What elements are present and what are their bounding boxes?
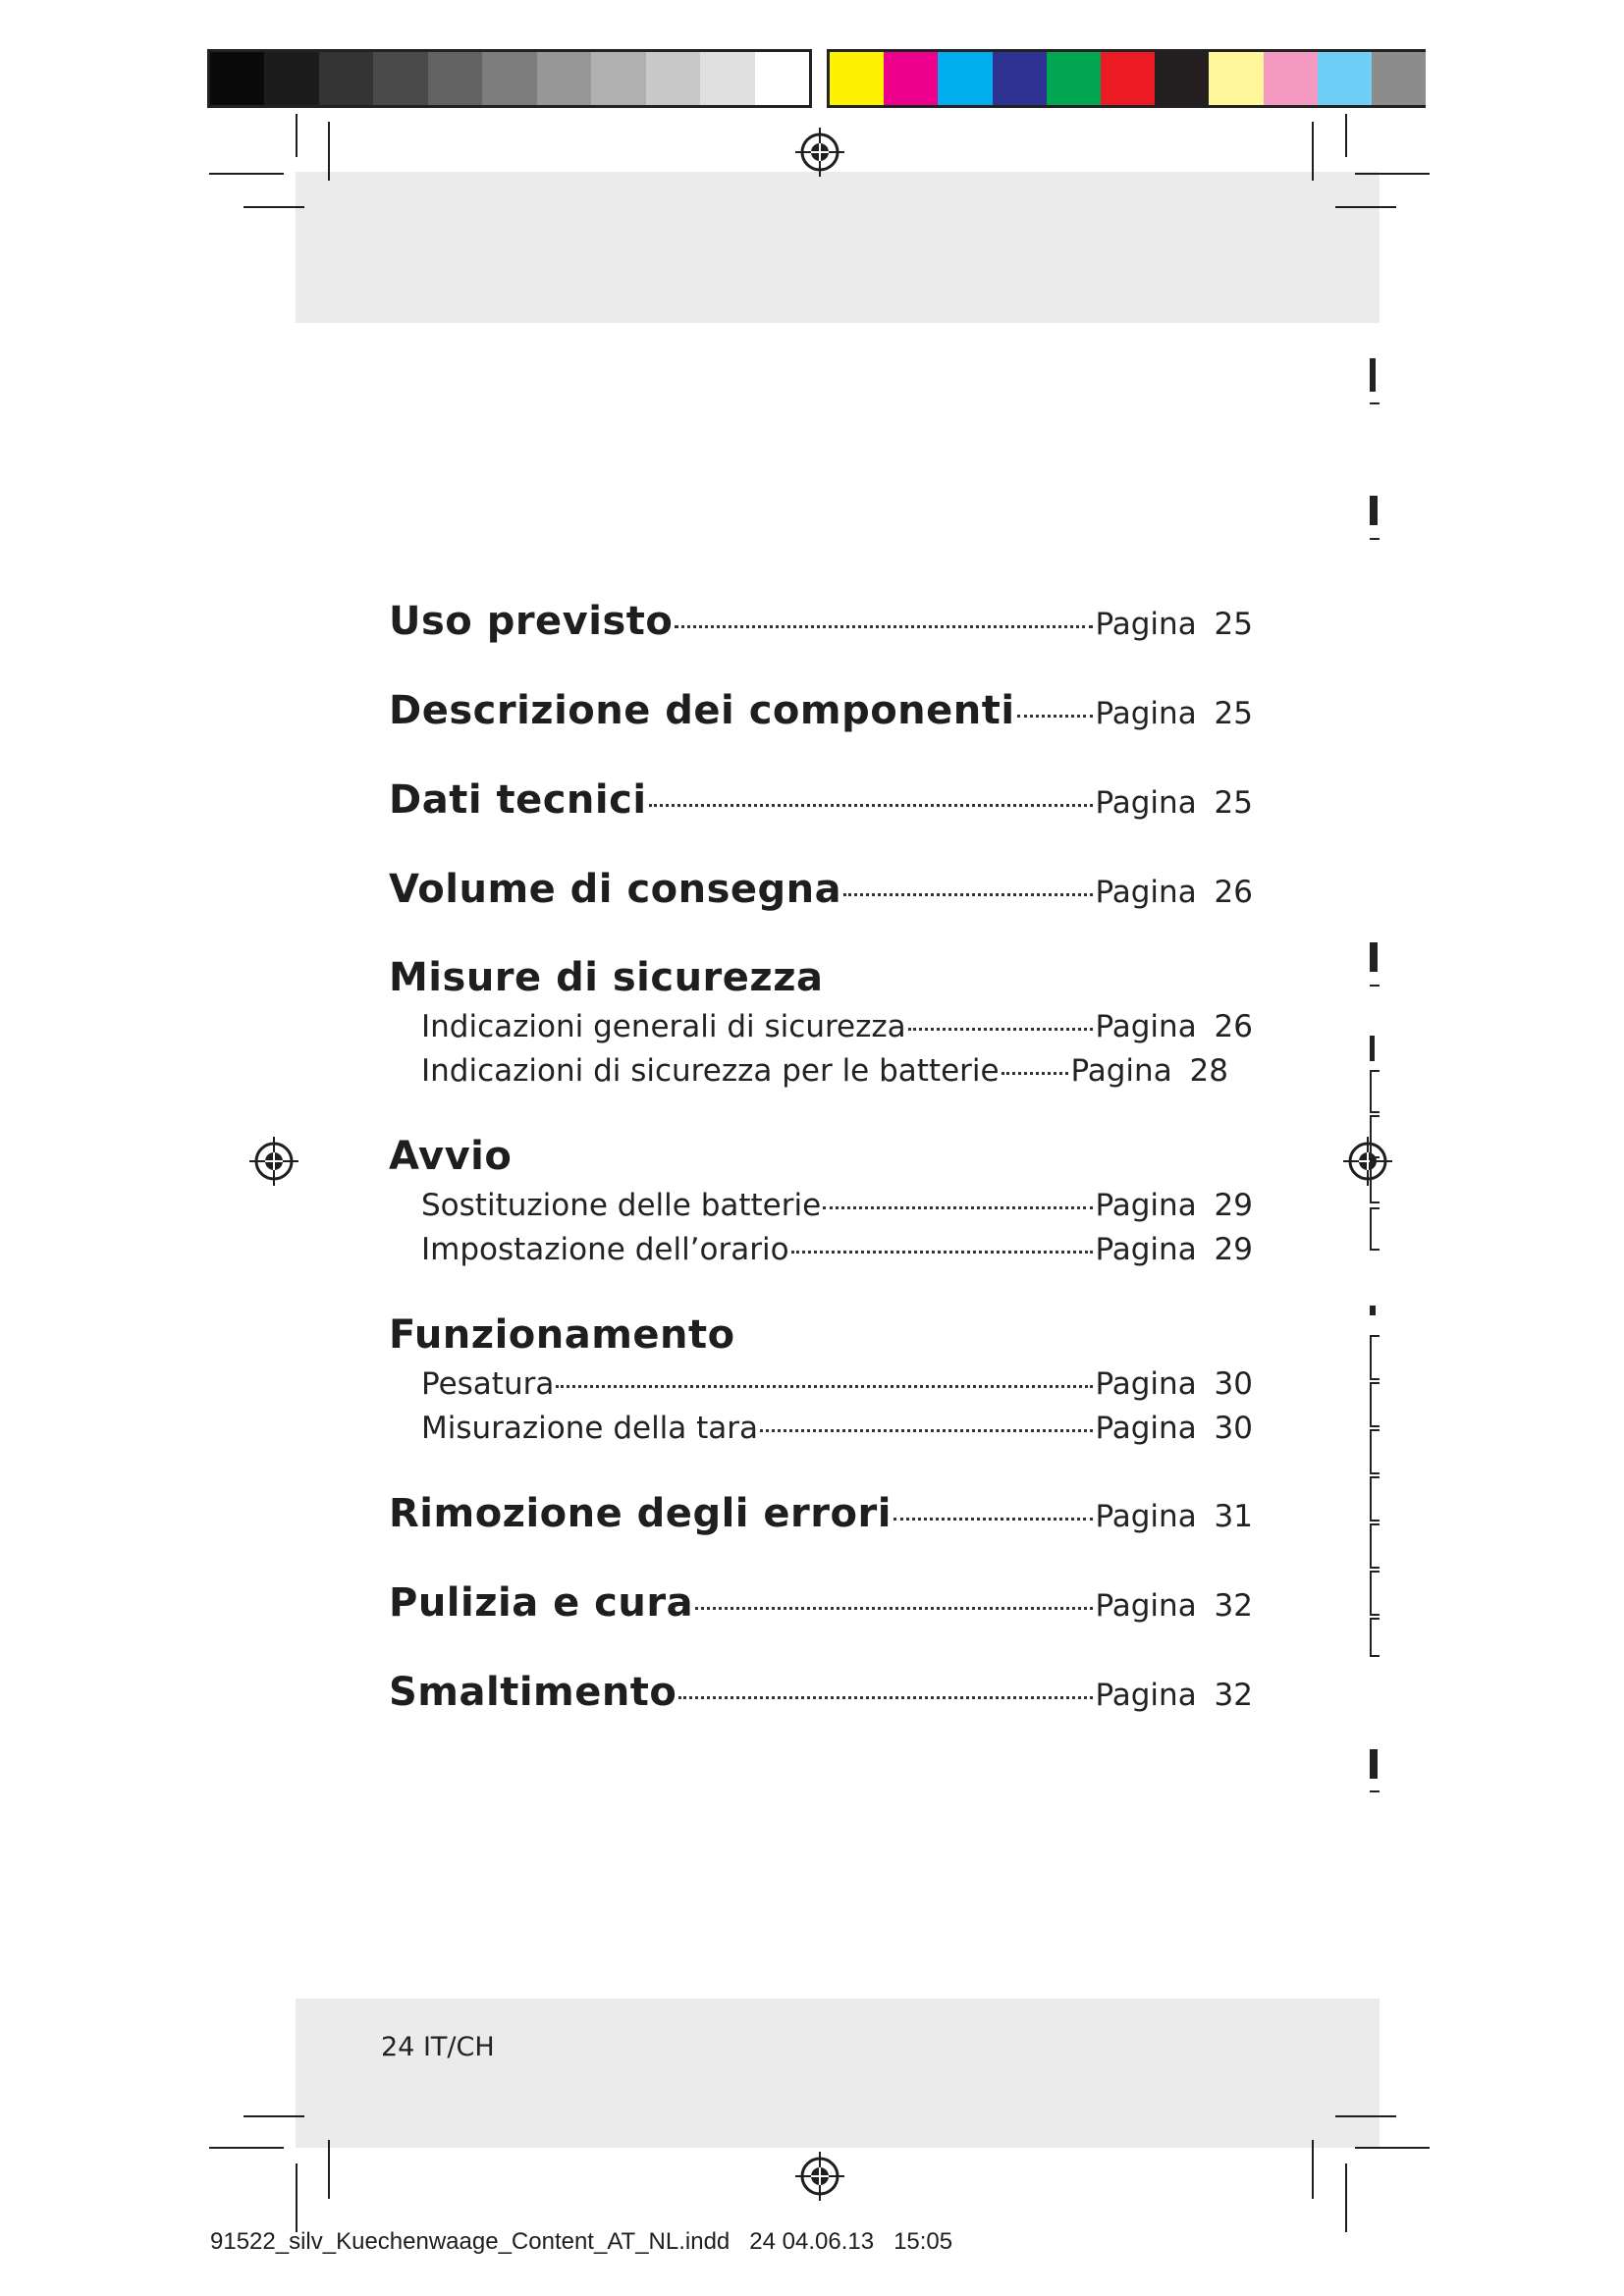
crop-mark bbox=[1312, 122, 1314, 181]
toc-entry-title: Smaltimento bbox=[389, 1670, 677, 1715]
crop-mark bbox=[244, 2115, 304, 2117]
toc-subentry-page: Pagina 29 bbox=[1095, 1232, 1253, 1267]
gray-swatch bbox=[1372, 52, 1426, 105]
toc-subentry-title: Indicazioni generali di sicurezza bbox=[421, 1009, 906, 1044]
toc-subentry bbox=[421, 1411, 1253, 1446]
dot-leader bbox=[791, 1251, 1094, 1254]
gray-swatch-3 bbox=[319, 52, 373, 105]
print-slug: 91522_silv_Kuechenwaage_Content_AT_NL.indd 24 04.06.13 15:05 bbox=[210, 2228, 953, 2255]
toc-subentry-title: Sostituzione delle batterie bbox=[421, 1188, 822, 1223]
dot-leader bbox=[1001, 1072, 1069, 1075]
dot-leader bbox=[908, 1028, 1094, 1031]
gray-swatch-11 bbox=[755, 52, 809, 105]
crop-mark bbox=[328, 2140, 330, 2199]
crop-mark bbox=[1345, 2163, 1347, 2232]
crop-mark bbox=[1312, 2140, 1314, 2199]
cyan-swatch bbox=[938, 52, 992, 105]
crop-mark bbox=[209, 2147, 284, 2149]
toc-entry-page: Pagina 32 bbox=[1095, 1588, 1253, 1624]
toc-subentry bbox=[421, 1009, 1253, 1044]
gray-swatch-5 bbox=[428, 52, 482, 105]
toc-entry bbox=[389, 777, 1253, 823]
light-yellow-swatch bbox=[1209, 52, 1263, 105]
dot-leader bbox=[556, 1385, 1093, 1388]
toc-subentry-title: Pesatura bbox=[421, 1366, 555, 1402]
gray-swatch-7 bbox=[537, 52, 591, 105]
crop-mark bbox=[1335, 2115, 1396, 2117]
toc-entry bbox=[389, 599, 1253, 644]
dot-leader bbox=[678, 1696, 1093, 1699]
toc-entry-page: Pagina 32 bbox=[1095, 1678, 1253, 1713]
toc-subentry-page: Pagina 30 bbox=[1095, 1366, 1253, 1402]
crop-mark bbox=[1355, 2147, 1430, 2149]
blue-swatch bbox=[993, 52, 1047, 105]
toc-entry bbox=[389, 1670, 1253, 1715]
light-cyan-swatch bbox=[1318, 52, 1372, 105]
crop-mark bbox=[1335, 206, 1396, 208]
toc-subentry bbox=[421, 1232, 1253, 1267]
crop-mark bbox=[209, 173, 284, 175]
crop-mark bbox=[244, 206, 304, 208]
toc-section-heading: Misure di sicurezza bbox=[389, 955, 824, 1000]
dot-leader bbox=[843, 893, 1093, 896]
registration-mark-icon bbox=[1341, 1135, 1394, 1188]
toc-entry-page: Pagina 25 bbox=[1095, 696, 1253, 731]
crop-mark bbox=[296, 2163, 298, 2232]
dot-leader bbox=[893, 1518, 1094, 1521]
magenta-swatch bbox=[884, 52, 938, 105]
toc-subentry-title: Misurazione della tara bbox=[421, 1411, 759, 1446]
toc-entry-title: Pulizia e cura bbox=[389, 1580, 694, 1626]
crop-mark bbox=[328, 122, 330, 181]
gray-swatch-4 bbox=[373, 52, 427, 105]
gray-swatch-1 bbox=[210, 52, 264, 105]
header-band bbox=[296, 172, 1380, 323]
grayscale-bar bbox=[207, 49, 812, 108]
crop-mark bbox=[1355, 173, 1430, 175]
dot-leader bbox=[823, 1206, 1093, 1209]
toc-entry-page: Pagina 25 bbox=[1095, 607, 1253, 642]
page-number-label: 24 IT/CH bbox=[381, 2032, 495, 2062]
dot-leader bbox=[1017, 715, 1094, 718]
toc-entry-page: Pagina 25 bbox=[1095, 785, 1253, 821]
crop-mark bbox=[296, 114, 298, 157]
toc-subentry bbox=[421, 1366, 1253, 1402]
registration-mark-icon bbox=[793, 2150, 846, 2203]
red-swatch bbox=[1101, 52, 1155, 105]
registration-mark-icon bbox=[247, 1135, 300, 1188]
gray-swatch-10 bbox=[700, 52, 754, 105]
toc-entry bbox=[389, 688, 1253, 733]
toc-entry bbox=[389, 1491, 1253, 1536]
yellow-swatch bbox=[830, 52, 884, 105]
toc-entry-page: Pagina 26 bbox=[1095, 875, 1253, 910]
footer-band bbox=[296, 1999, 1380, 2148]
toc-subentry-title: Impostazione dell’orario bbox=[421, 1232, 789, 1267]
pink-swatch bbox=[1264, 52, 1318, 105]
toc-entry bbox=[389, 867, 1253, 912]
gray-swatch-2 bbox=[264, 52, 318, 105]
toc-entry bbox=[389, 1580, 1253, 1626]
toc-subentry bbox=[421, 1053, 1228, 1089]
toc-subentry-page: Pagina 29 bbox=[1095, 1188, 1253, 1223]
toc-entry-title: Uso previsto bbox=[389, 599, 674, 644]
crop-mark bbox=[1345, 114, 1347, 157]
toc-subentry-page: Pagina 28 bbox=[1070, 1053, 1228, 1089]
dot-leader bbox=[649, 804, 1094, 807]
toc-entry-page: Pagina 31 bbox=[1095, 1499, 1253, 1534]
toc-entry-title: Rimozione degli errori bbox=[389, 1491, 892, 1536]
gray-swatch-8 bbox=[591, 52, 645, 105]
dot-leader bbox=[760, 1429, 1093, 1432]
dot-leader bbox=[675, 625, 1093, 628]
dot-leader bbox=[695, 1607, 1093, 1610]
green-swatch bbox=[1047, 52, 1101, 105]
toc-subentry bbox=[421, 1188, 1253, 1223]
toc-section-heading: Funzionamento bbox=[389, 1312, 735, 1358]
toc-section-heading: Avvio bbox=[389, 1134, 513, 1179]
registration-mark-icon bbox=[793, 126, 846, 179]
toc-entry-title: Dati tecnici bbox=[389, 777, 647, 823]
gray-swatch-6 bbox=[482, 52, 536, 105]
black-swatch bbox=[1155, 52, 1209, 105]
toc-subentry-page: Pagina 30 bbox=[1095, 1411, 1253, 1446]
gray-swatch-9 bbox=[646, 52, 700, 105]
toc-subentry-page: Pagina 26 bbox=[1095, 1009, 1253, 1044]
toc-entry-title: Descrizione dei componenti bbox=[389, 688, 1015, 733]
toc-subentry-title: Indicazioni di sicurezza per le batterie bbox=[421, 1053, 1000, 1089]
toc-entry-title: Volume di consegna bbox=[389, 867, 842, 912]
process-color-bar bbox=[827, 49, 1426, 108]
